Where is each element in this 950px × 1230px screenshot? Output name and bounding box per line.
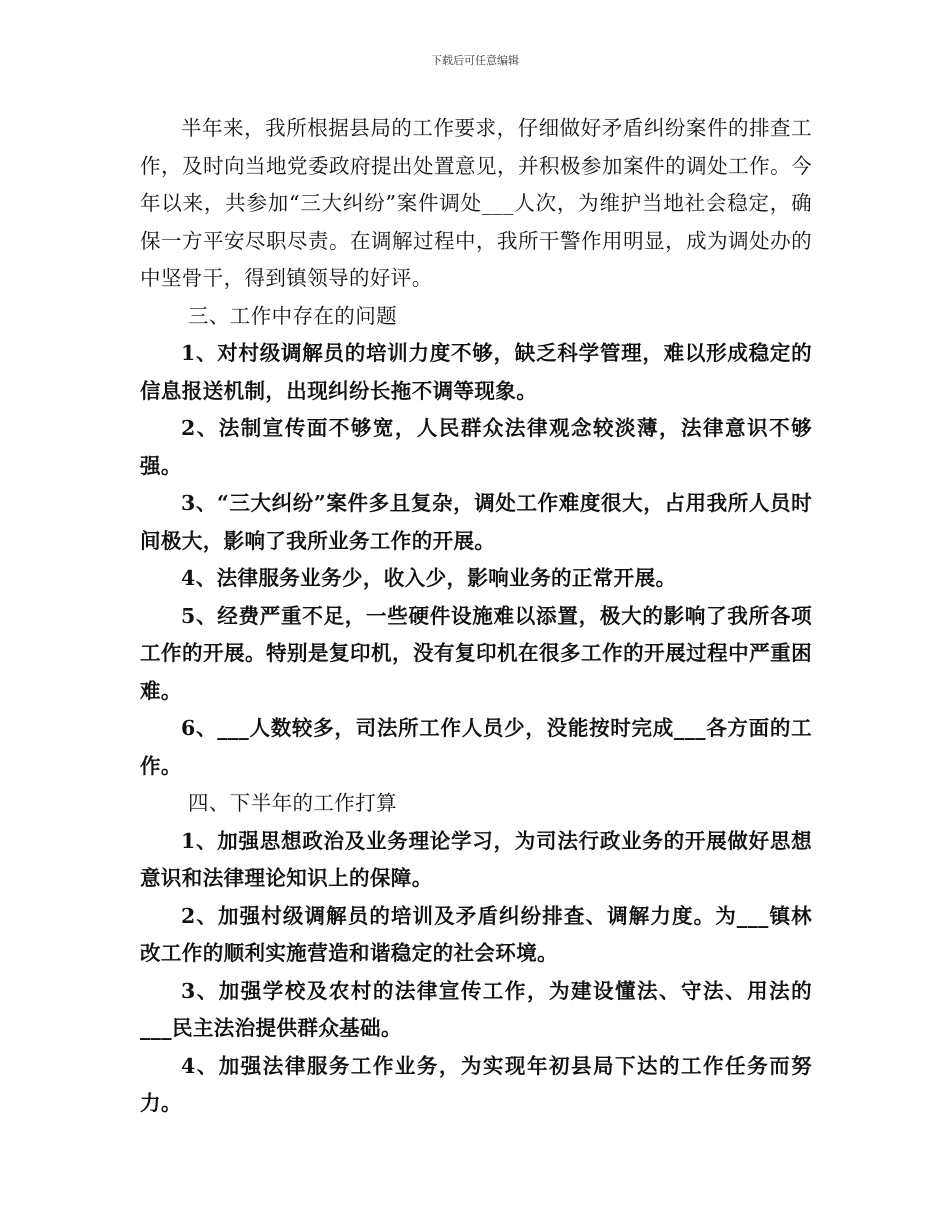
section-heading-problems: 三、工作中存在的问题 (188, 303, 397, 328)
plan-item-2: 2、加强村级调解员的培训及矛盾纠纷排查、调解力度。为___镇林改工作的顺利实施营造和谐稳定的社会环境。 (140, 903, 812, 965)
problem-item-3: 3、“三大纠纷”案件多且复杂，调处工作难度很大，占用我所人员时间极大，影响了我所业务工作的开展。 (140, 491, 812, 553)
paragraph-summary: 半年来，我所根据县局的工作要求，仔细做好矛盾纠纷案件的排查工作，及时向当地党委政府提出处置意见，并积极参加案件的调处工作。今年以来，共参加“三大纠纷”案件调处___人次，为维护当地社会稳定，确保一方平安尽职尽责。在调解过程中，我所干警作用明显，成为调处办的中坚骨干，得到镇领导的好评。 (140, 116, 812, 290)
problem-item-1: 1、对村级调解员的培训力度不够，缺乏科学管理，难以形成稳定的信息报送机制，出现纠纷长拖不调等现象。 (140, 341, 812, 403)
problem-item-4: 4、法律服务业务少，收入少，影响业务的正常开展。 (181, 566, 677, 590)
problem-item-6: 6、___人数较多，司法所工作人员少，没能按时完成___各方面的工作。 (140, 716, 812, 778)
plan-item-3: 3、加强学校及农村的法律宣传工作，为建设懂法、守法、用法的___民主法治提供群众基础。 (140, 978, 812, 1040)
page-header: 下载后可任意编辑 (431, 54, 519, 67)
problem-item-5: 5、经费严重不足，一些硬件设施难以添置，极大的影响了我所各项工作的开展。特别是复印机，没有复印机在很多工作的开展过程中严重困难。 (140, 603, 812, 703)
plan-item-4: 4、加强法律服务工作业务，为实现年初县局下达的工作任务而努力。 (140, 1053, 812, 1115)
section-heading-plans: 四、下半年的工作打算 (188, 791, 397, 815)
problem-item-2: 2、法制宣传面不够宽，人民群众法律观念较淡薄，法律意识不够强。 (140, 416, 812, 478)
document-body (140, 110, 812, 1123)
plan-item-1: 1、加强思想政治及业务理论学习，为司法行政业务的开展做好思想意识和法律理论知识上的保障。 (140, 828, 812, 890)
